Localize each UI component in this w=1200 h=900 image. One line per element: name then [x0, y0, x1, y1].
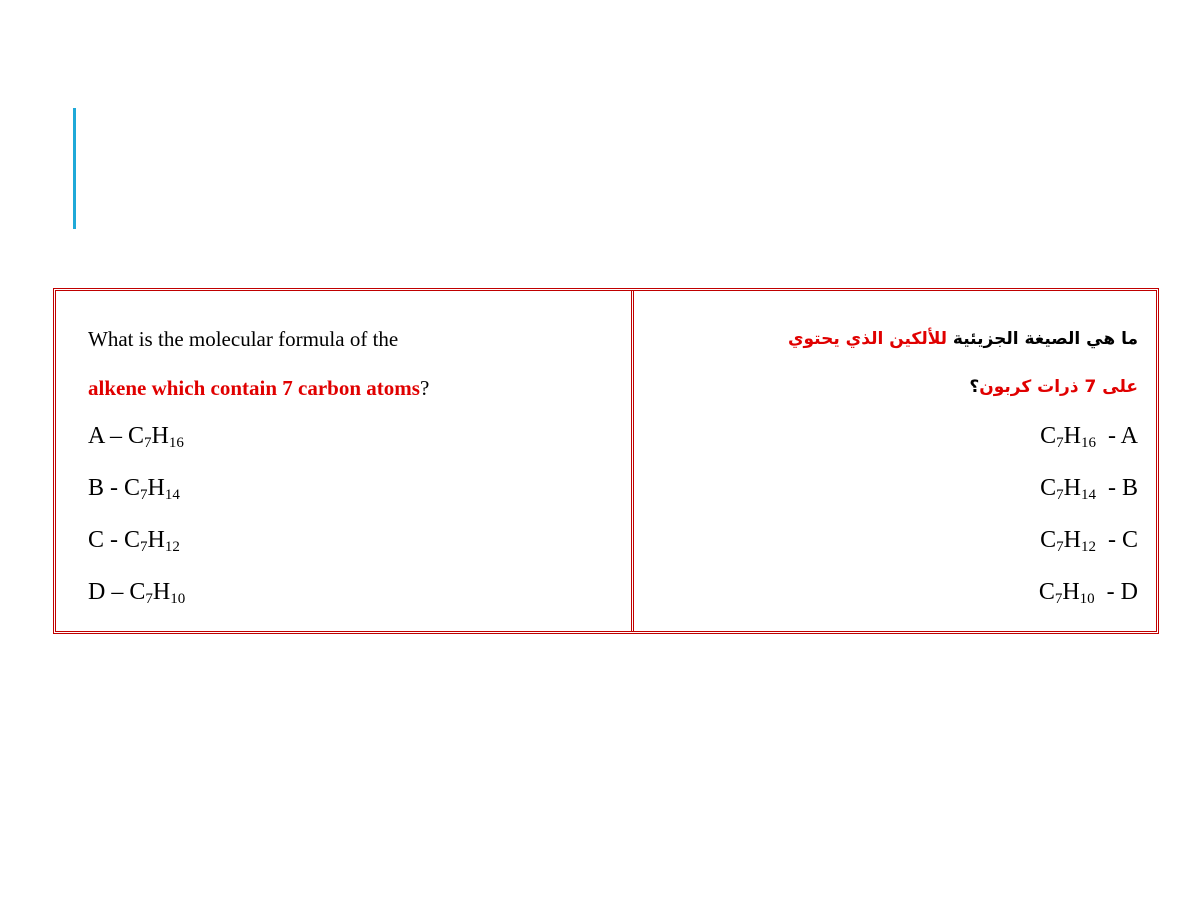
ar-option-d-h: H: [1062, 579, 1080, 605]
arabic-question-plain: ما هي الصيغة الجزيئية: [952, 329, 1138, 349]
arabic-option-a: [1040, 423, 1138, 450]
english-option-a: [88, 423, 184, 450]
arabic-question-cell: [634, 291, 1156, 631]
ar-option-d-h-subscript: 10: [1079, 591, 1095, 607]
english-option-d: [88, 579, 185, 606]
arabic-question-highlight-2: على 7 ذرات كربون: [979, 377, 1138, 397]
ar-option-c-letter: - C: [1096, 527, 1138, 553]
option-c-h: H: [147, 527, 165, 553]
ar-option-a-letter: - A: [1096, 423, 1138, 449]
ar-option-c-h: H: [1063, 527, 1081, 553]
option-b-prefix: B - C: [88, 475, 141, 501]
arabic-option-b: [1040, 475, 1138, 502]
arabic-question-mark: ؟: [969, 377, 980, 397]
ar-option-d-c-subscript: 7: [1054, 591, 1063, 607]
title-accent-bar: [73, 108, 76, 229]
ar-option-b-letter: - B: [1096, 475, 1138, 501]
ar-option-c-c-subscript: 7: [1056, 539, 1064, 555]
option-a-prefix: A – C: [88, 423, 145, 449]
english-option-c: [88, 527, 180, 554]
ar-option-a-h: H: [1063, 423, 1081, 449]
option-a-h: H: [151, 423, 169, 449]
option-c-c-subscript: 7: [140, 539, 148, 555]
option-b-h-subscript: 14: [164, 487, 180, 503]
arabic-option-d: [1039, 579, 1138, 606]
option-b-c-subscript: 7: [140, 487, 148, 503]
ar-option-c-c: C: [1040, 527, 1057, 553]
english-question-mark: ?: [419, 376, 430, 400]
ar-option-c-h-subscript: 12: [1081, 539, 1096, 555]
english-question-highlight: alkene which contain 7 carbon atoms: [88, 376, 420, 400]
ar-option-b-c-subscript: 7: [1056, 487, 1064, 503]
option-a-h-subscript: 16: [168, 435, 184, 451]
english-question-cell: [56, 291, 634, 631]
english-question-line-1: What is the molecular formula of the: [88, 327, 399, 351]
option-b-h: H: [147, 475, 165, 501]
option-c-h-subscript: 12: [164, 539, 180, 555]
ar-option-b-h: H: [1063, 475, 1081, 501]
english-option-b: [88, 475, 180, 502]
arabic-option-c: [1040, 527, 1138, 554]
option-d-c-subscript: 7: [145, 591, 153, 607]
ar-option-d-c: C: [1038, 579, 1055, 605]
ar-option-d-letter: - D: [1094, 579, 1138, 605]
arabic-question-highlight-1: للألكين الذي يحتوي: [787, 329, 953, 349]
ar-option-b-c: C: [1040, 475, 1057, 501]
english-question-line-2: [88, 376, 429, 401]
ar-option-a-c-subscript: 7: [1056, 435, 1064, 451]
option-d-h-subscript: 10: [170, 591, 186, 607]
option-d-prefix: D – C: [88, 579, 146, 605]
bilingual-question-table: [53, 288, 1159, 634]
arabic-question-line-2: [969, 377, 1138, 397]
ar-option-a-c: C: [1040, 423, 1057, 449]
option-c-prefix: C - C: [88, 527, 141, 553]
option-d-h: H: [152, 579, 171, 605]
arabic-question-line-1: [788, 329, 1138, 349]
ar-option-b-h-subscript: 14: [1081, 487, 1096, 503]
ar-option-a-h-subscript: 16: [1081, 435, 1096, 451]
option-a-c-subscript: 7: [144, 435, 152, 451]
